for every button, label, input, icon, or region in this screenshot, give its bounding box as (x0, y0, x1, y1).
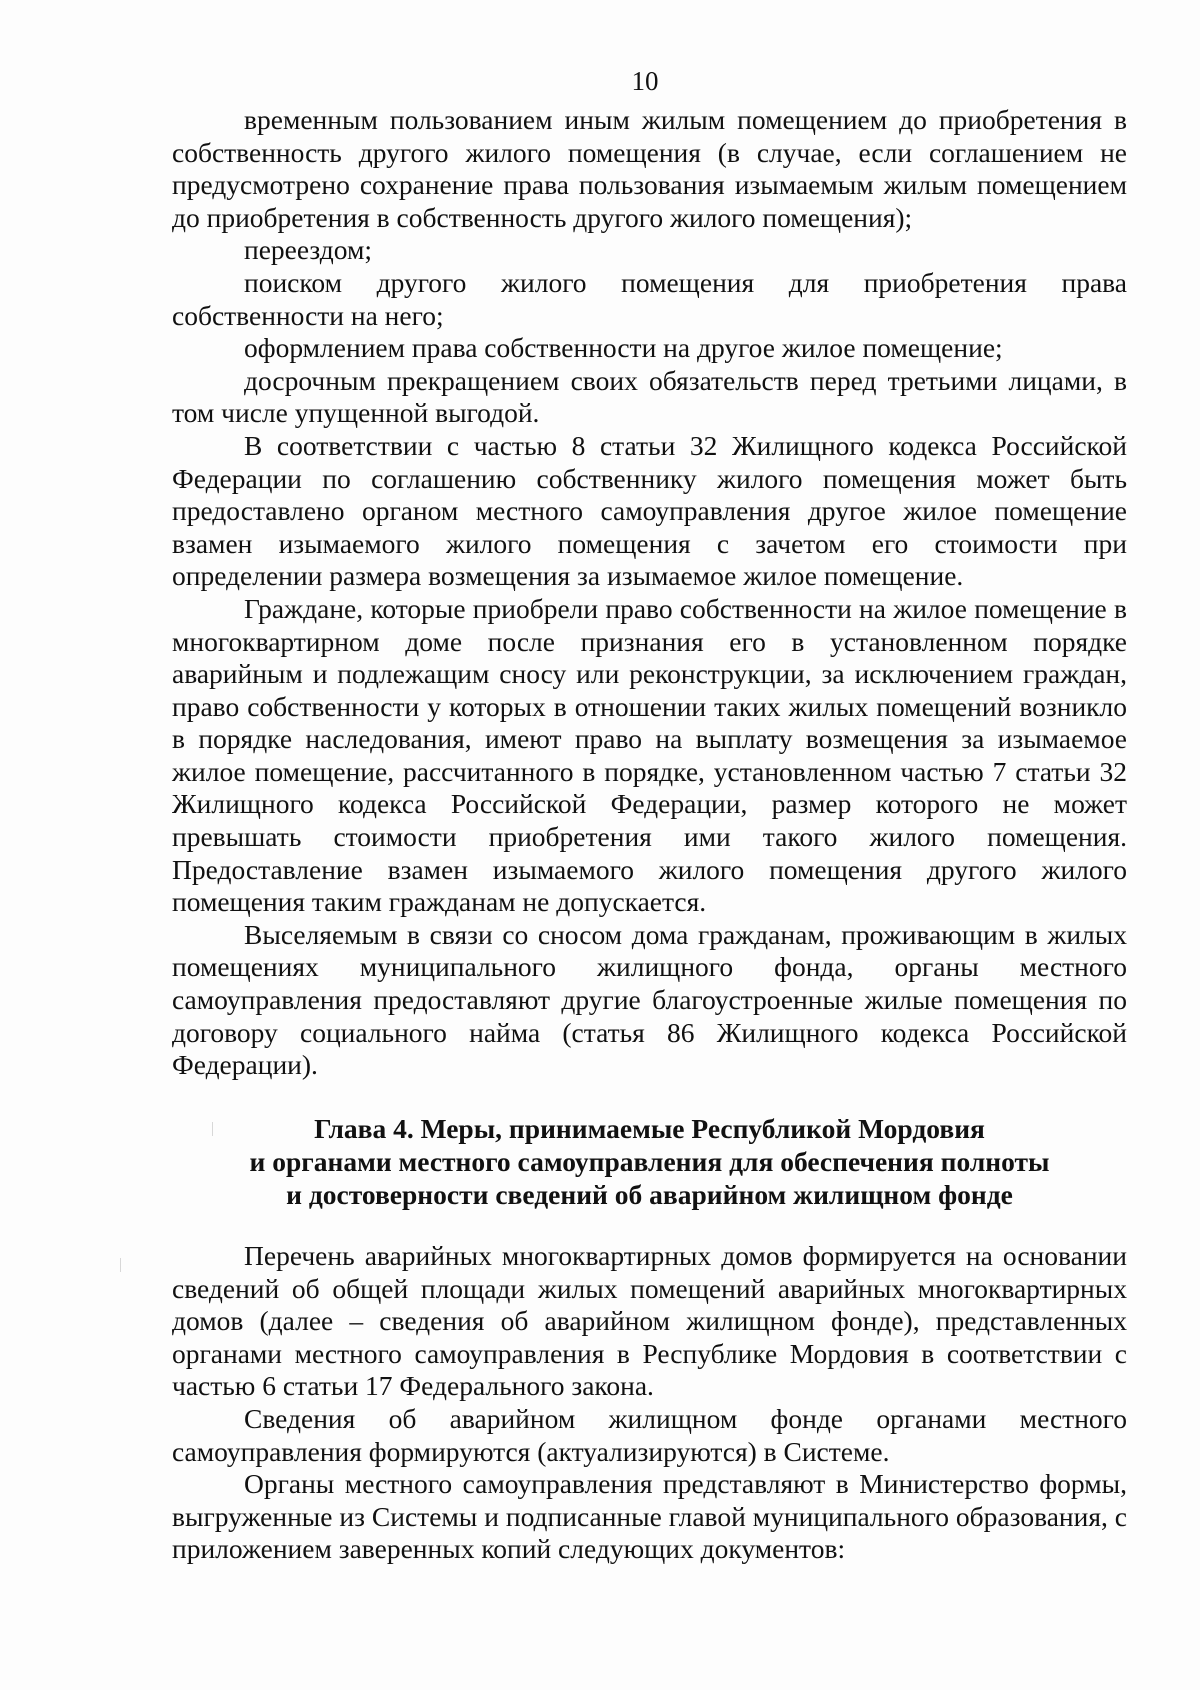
paragraph: досрочным прекращением своих обязательств перед третьими лицами, в том числе упущенной выгодой. (172, 364, 1127, 429)
paragraph: Выселяемым в связи со сносом дома гражданам, проживающим в жилых помещениях муниципального жилищного фонда, органы местного самоуправления предоставляют другие благоустроенные жилые помещения по договору социального найма (статья 86 Жилищного кодекса Российской Федерации). (172, 918, 1127, 1081)
paragraph: Органы местного самоуправления представляют в Министерство формы, выгруженные из Системы и подписанные главой муниципального образования, с приложением заверенных копий следующих документов: (172, 1468, 1127, 1565)
paragraph: Перечень аварийных многоквартирных домов формируется на основании сведений об общей площади жилых помещений аварийных многоквартирных домов (далее – сведения об аварийном жилищном фонде), представленных органами местного самоуправления в Республике Мордовия в соответствии с частью 6 статьи 17 Федерального закона. (172, 1240, 1127, 1402)
paragraph: переездом; (244, 234, 373, 266)
paragraph: оформлением права собственности на другое жилое помещение; (244, 332, 1003, 364)
paragraph: Граждане, которые приобрели право собственности на жилое помещение в многоквартирном доме после признания его в установленном порядке аварийным и подлежащим сносу или реконструкции, за исключением граждан, право собственности у которых в отношении таких жилых помещений возникло в порядке наследования, имеют право на выплату возмещения за изымаемое жилое помещение, рассчитанного в порядке, установленном частью 7 статьи 32 Жилищного кодекса Российской Федерации, размер которого не может превышать стоимости приобретения ими такого жилого помещения. Предоставление взамен изымаемого жилого помещения другого жилого помещения таким гражданам не допускается. (172, 592, 1127, 918)
paragraph: временным пользованием иным жилым помещением до приобретения в собственность другого жилого помещения (в случае, если соглашением не предусмотрено сохранение права пользования изымаемым жилым помещением до приобретения в собственность другого жилого помещения); (172, 104, 1127, 233)
body-text-upper (172, 104, 1127, 1082)
chapter-heading-line: Глава 4. Меры, принимаемые Республикой Мордовия (314, 1113, 985, 1144)
paragraph: поиском другого жилого помещения для приобретения права собственности на него; (172, 266, 1127, 331)
body-text-lower (172, 1240, 1127, 1566)
chapter-heading (172, 1112, 1127, 1211)
chapter-heading-line: и органами местного самоуправления для обеспечения полноты (249, 1146, 1050, 1177)
page-number: 10 (631, 66, 659, 96)
paragraph: В соответствии с частью 8 статьи 32 Жилищного кодекса Российской Федерации по соглашению собственнику жилого помещения может быть предоставлено органом местного самоуправления другое жилое помещение взамен изымаемого жилого помещения с зачетом его стоимости при определении размера возмещения за изымаемое жилое помещение. (172, 429, 1127, 592)
scan-artifact-mark (120, 1258, 121, 1272)
paragraph: Сведения об аварийном жилищном фонде органами местного самоуправления формируются (актуализируются) в Системе. (172, 1402, 1127, 1467)
chapter-heading-line: и достоверности сведений об аварийном жилищном фонде (286, 1179, 1013, 1210)
